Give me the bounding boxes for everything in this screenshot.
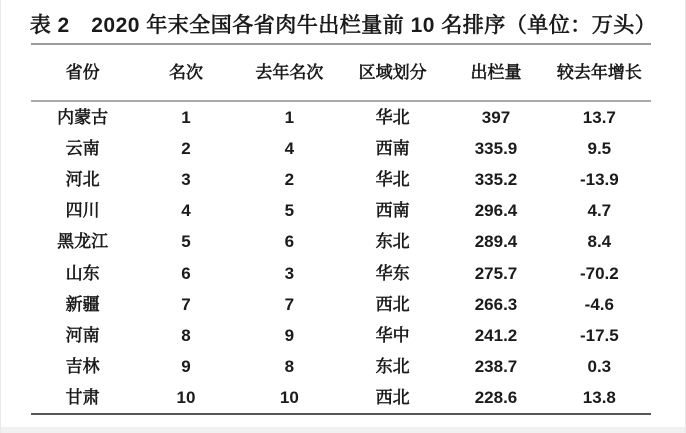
table-row — [31, 320, 651, 351]
table-body — [31, 102, 651, 415]
cell-province: 河北 — [65, 170, 100, 190]
cell-yoy-change: 4.7 — [587, 201, 612, 221]
cell-rank: 1 — [181, 108, 191, 128]
cell-region: 西南 — [375, 139, 410, 159]
col-header-rank: 名次 — [168, 63, 203, 82]
table-row — [31, 226, 651, 257]
table-row — [31, 102, 651, 133]
cell-region: 华东 — [375, 263, 410, 283]
cell-output: 335.9 — [474, 139, 518, 159]
cell-rank: 8 — [181, 325, 191, 345]
cell-output: 241.2 — [474, 325, 518, 345]
cell-output: 397 — [481, 108, 511, 128]
cell-yoy-change: -70.2 — [579, 263, 619, 283]
col-header-province: 省份 — [65, 63, 100, 82]
cell-region: 华北 — [375, 170, 410, 190]
cell-province: 黑龙江 — [57, 232, 109, 252]
cell-province: 云南 — [65, 139, 100, 159]
cell-region: 华中 — [375, 325, 410, 345]
cell-last-year-rank: 4 — [284, 139, 295, 159]
cell-region: 西北 — [375, 294, 410, 314]
table-row — [31, 195, 651, 226]
cell-province: 四川 — [65, 201, 100, 221]
cell-rank: 6 — [181, 263, 191, 283]
cell-last-year-rank: 9 — [284, 325, 295, 345]
table-row — [31, 133, 651, 164]
cell-region: 华北 — [375, 108, 410, 128]
cell-last-year-rank: 10 — [279, 387, 299, 407]
cell-yoy-change: 13.7 — [582, 108, 616, 128]
table-row — [31, 289, 651, 320]
cell-province: 山东 — [65, 263, 100, 283]
page-bottom-edge — [1, 427, 685, 433]
cell-output: 275.7 — [474, 263, 518, 283]
cell-output: 228.6 — [474, 387, 518, 407]
cell-rank: 7 — [181, 294, 191, 314]
cell-province: 河南 — [65, 325, 100, 345]
col-header-output: 出栏量 — [470, 63, 522, 82]
cell-yoy-change: 8.4 — [587, 232, 612, 252]
cell-province: 内蒙古 — [57, 108, 109, 128]
table-row — [31, 257, 651, 288]
data-table — [31, 43, 651, 415]
cell-province: 吉林 — [65, 356, 100, 376]
cell-yoy-change: -13.9 — [579, 170, 619, 190]
table-row — [31, 351, 651, 382]
cell-yoy-change: -4.6 — [584, 294, 614, 314]
cell-province: 新疆 — [65, 294, 100, 314]
cell-last-year-rank: 5 — [284, 201, 295, 221]
cell-yoy-change: 9.5 — [587, 139, 612, 159]
cell-rank: 10 — [176, 387, 196, 407]
cell-last-year-rank: 3 — [284, 263, 295, 283]
cell-region: 东北 — [375, 356, 410, 376]
cell-rank: 5 — [181, 232, 191, 252]
cell-region: 西南 — [375, 201, 410, 221]
cell-last-year-rank: 6 — [284, 232, 295, 252]
cell-yoy-change: 0.3 — [587, 356, 612, 376]
cell-last-year-rank: 8 — [284, 356, 295, 376]
table-header-row — [31, 45, 651, 102]
cell-last-year-rank: 7 — [284, 294, 295, 314]
col-header-last-year-rank: 去年名次 — [255, 63, 324, 82]
cell-yoy-change: 13.8 — [582, 387, 616, 407]
cell-region: 东北 — [375, 232, 410, 252]
cell-output: 335.2 — [474, 170, 518, 190]
col-header-region: 区域划分 — [358, 63, 427, 82]
col-header-yoy-change: 较去年增长 — [556, 63, 642, 82]
cell-yoy-change: -17.5 — [579, 325, 619, 345]
cell-output: 296.4 — [474, 201, 518, 221]
cell-region: 西北 — [375, 387, 410, 407]
cell-province: 甘肃 — [65, 387, 100, 407]
cell-output: 289.4 — [474, 232, 518, 252]
cell-rank: 9 — [181, 356, 191, 376]
cell-rank: 4 — [181, 201, 191, 221]
cell-output: 238.7 — [474, 356, 518, 376]
cell-rank: 3 — [181, 170, 191, 190]
cell-last-year-rank: 2 — [284, 170, 295, 190]
table-row — [31, 164, 651, 195]
cell-last-year-rank: 1 — [284, 108, 295, 128]
cell-rank: 2 — [181, 139, 191, 159]
table-row — [31, 382, 651, 413]
cell-output: 266.3 — [474, 294, 518, 314]
table-title: 表 2 2020 年末全国各省肉牛出栏量前 10 名排序（单位：万头） — [29, 14, 657, 37]
